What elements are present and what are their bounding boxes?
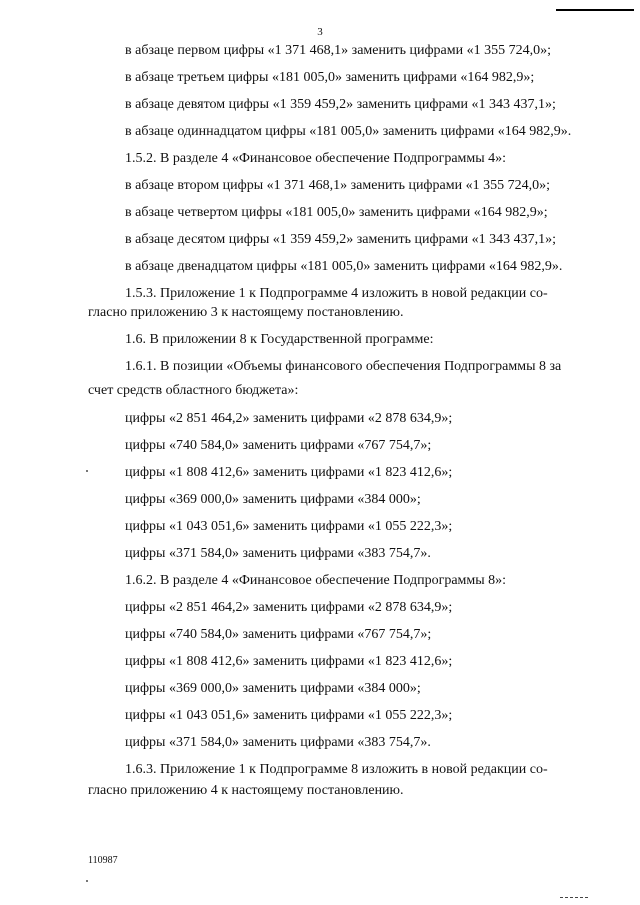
text-line: гласно приложению 3 к настоящему постановлению. <box>88 305 404 320</box>
section-heading: 1.6. В приложении 8 к Государственной программе: <box>125 332 434 347</box>
text-line: цифры «2 851 464,2» заменить цифрами «2 878 634,9»; <box>125 411 453 426</box>
section-heading: 1.5.3. Приложение 1 к Подпрограмме 4 изложить в новой редакции со- <box>125 286 548 301</box>
text-line: в абзаце девятом цифры «1 359 459,2» заменить цифрами «1 343 437,1»; <box>125 97 556 112</box>
page-number: 3 <box>317 26 323 38</box>
text-line: в абзаце десятом цифры «1 359 459,2» заменить цифрами «1 343 437,1»; <box>125 232 557 247</box>
section-heading: 1.5.2. В разделе 4 «Финансовое обеспечение Подпрограммы 4»: <box>125 151 507 166</box>
text-line: гласно приложению 4 к настоящему постановлению. <box>88 783 404 798</box>
scan-speck <box>86 470 88 472</box>
text-line: цифры «740 584,0» заменить цифрами «767 754,7»; <box>125 438 432 453</box>
text-line: в абзаце втором цифры «1 371 468,1» заменить цифрами «1 355 724,0»; <box>125 178 550 193</box>
text-line: в абзаце двенадцатом цифры «181 005,0» заменить цифрами «164 982,9». <box>125 259 563 274</box>
text-line: в абзаце четвертом цифры «181 005,0» заменить цифрами «164 982,9»; <box>125 205 548 220</box>
document-code: 110987 <box>88 855 118 866</box>
text-line: цифры «1 043 051,6» заменить цифрами «1 055 222,3»; <box>125 708 453 723</box>
section-heading: 1.6.3. Приложение 1 к Подпрограмме 8 изложить в новой редакции со- <box>125 762 548 777</box>
text-line: в абзаце третьем цифры «181 005,0» заменить цифрами «164 982,9»; <box>125 70 535 85</box>
scan-speck <box>86 880 88 882</box>
text-line: цифры «369 000,0» заменить цифрами «384 000»; <box>125 681 421 696</box>
scan-corner-mark <box>560 897 588 899</box>
section-heading: 1.6.2. В разделе 4 «Финансовое обеспечение Подпрограммы 8»: <box>125 573 507 588</box>
text-line: цифры «2 851 464,2» заменить цифрами «2 878 634,9»; <box>125 600 453 615</box>
text-line: цифры «1 808 412,6» заменить цифрами «1 823 412,6»; <box>125 465 453 480</box>
text-line: в абзаце одиннадцатом цифры «181 005,0» заменить цифрами «164 982,9». <box>125 124 572 139</box>
text-line: цифры «369 000,0» заменить цифрами «384 000»; <box>125 492 421 507</box>
text-line: цифры «740 584,0» заменить цифрами «767 754,7»; <box>125 627 432 642</box>
text-line: цифры «371 584,0» заменить цифрами «383 754,7». <box>125 546 431 561</box>
text-line: цифры «1 808 412,6» заменить цифрами «1 823 412,6»; <box>125 654 453 669</box>
section-heading: 1.6.1. В позиции «Объемы финансового обеспечения Подпрограммы 8 за <box>125 359 562 374</box>
text-line: цифры «1 043 051,6» заменить цифрами «1 055 222,3»; <box>125 519 453 534</box>
text-line: цифры «371 584,0» заменить цифрами «383 754,7». <box>125 735 431 750</box>
text-line: счет средств областного бюджета»: <box>88 383 299 398</box>
scan-corner-mark <box>556 0 634 11</box>
text-line: в абзаце первом цифры «1 371 468,1» заменить цифрами «1 355 724,0»; <box>125 43 551 58</box>
